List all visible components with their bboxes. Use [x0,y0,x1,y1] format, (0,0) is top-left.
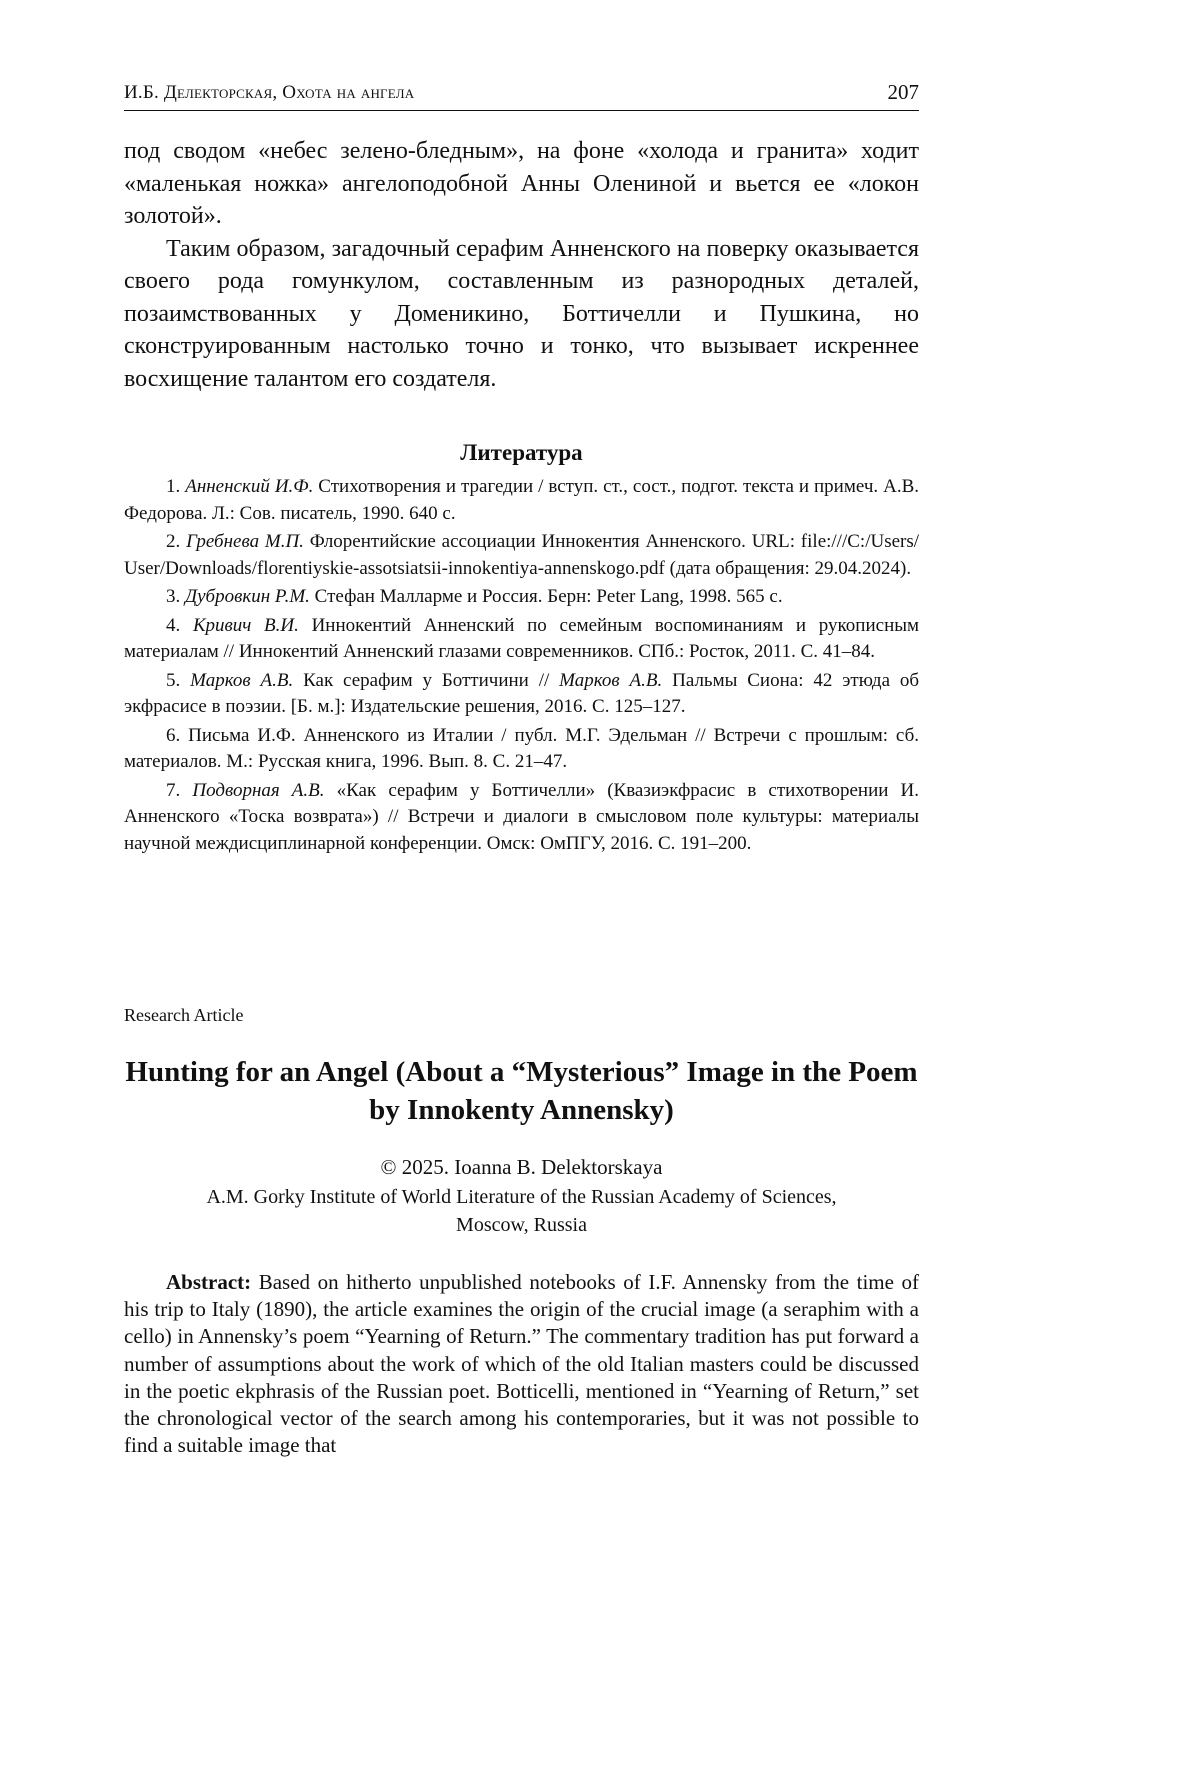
reference-item [124,723,919,776]
reference-author: Анненский И.Ф. [185,476,314,497]
reference-text: «Как серафим у Боттичелли» (Квазиэкфрасис в стихотворении И. Анненского «Тоска возврата») // Встречи и диалоги в смысловом поле культуры: материалы научной междисциплинарной конференции. Омск: ОмПГУ, 2016. С. 191–200. [124,779,919,854]
article-body [124,135,919,395]
abstract-label: Abstract: [166,1270,252,1294]
english-abstract [124,1269,919,1459]
reference-number: 3. [166,586,181,607]
reference-item [124,613,919,666]
reference-author: Подворная А.В. [192,779,325,801]
reference-number: 6. [166,724,181,746]
reference-number: 5. [166,669,181,691]
abstract-text: Based on hitherto unpublished notebooks of I.F. Annensky from the time of his trip to Italy (1890), the article examines the origin of the crucial image (a seraphim with a cello) in Annensky’s poem “Yearning of Return.” The commentary tradition has put forward a number of assumptions about the work of which of the old Italian masters could be discussed in the poetic ekphrasis of the Russian poet. Botticelli, mentioned in “Yearning of Return,” set the chronological vector of the search among his contemporaries, but it was not possible to find a suitable image that [124,1270,920,1458]
reference-number: 2. [166,531,181,552]
reference-author: Кривич В.И. [192,614,299,636]
reference-author: Марков А.В. [559,669,663,691]
reference-item [124,668,919,721]
reference-text: Как серафим у Боттичини // [303,669,550,691]
reference-number: 4. [166,614,181,636]
reference-item [124,529,919,582]
body-paragraph: под сводом «небес зелено-бледным», на фоне «холода и гранита» ходит «маленькая ножка» ангелоподобной Анны Олениной и вьется ее «локон золотой». [124,138,919,229]
references-heading: Литература [460,440,583,465]
references-list [124,474,919,859]
reference-text: Стефан Малларме и Россия. Берн: Peter Lang, 1998. 565 с. [314,586,783,607]
reference-number: 7. [166,779,181,801]
affiliation-line: A.M. Gorky Institute of World Literature of the Russian Academy of Sciences, [206,1186,837,1208]
english-affiliation [124,1183,919,1239]
article-type-label: Research Article [124,1005,244,1025]
affiliation-line: Moscow, Russia [456,1214,587,1236]
english-title: Hunting for an Angel (About a “Mysterious” Image in the Poem by Innokenty Annensky) [125,1056,918,1126]
reference-author: Дубровкин Р.М. [185,586,310,607]
reference-item [124,778,919,858]
reference-item [124,474,919,527]
reference-number: 1. [166,476,181,497]
reference-text: Стихотворения и трагедии / вступ. ст., сост., подгот. текста и примеч. А.В. Федорова. Л.: Сов. писатель, 1990. 640 с. [124,476,919,524]
body-paragraph: Таким образом, загадочный серафим Анненского на поверку оказывается своего рода гомункулом, составленным из разнородных деталей, позаимствованных у Доменикино, Боттичелли и Пушкина, но сконструированным настолько точно и тонко, что вызывает искреннее восхищение талантом его создателя. [124,235,919,392]
reference-author: Марков А.В. [190,669,294,691]
page-number: 207 [887,80,919,104]
english-author: © 2025. Ioanna B. Delektorskaya [380,1155,663,1179]
reference-text: Флорентийские ассоциации Иннокентия Анненского. URL: file:///C:/Users/User/Downloads/florentiyskie-assotsiatsii-innokentiya-annenskogo.pdf (дата обращения: 29.04.2024). [124,531,920,579]
running-header [124,80,919,111]
reference-text: Письма И.Ф. Анненского из Италии / публ. М.Г. Эдельман // Встречи с прошлым: сб. материалов. М.: Русская книга, 1996. Вып. 8. С. 21–47. [124,724,920,772]
reference-text: Пальмы Сиона: 42 этюда об экфрасисе в поэзии. [Б. м.]: Издательские решения, 2016. С. 125–127. [124,669,920,717]
running-header-title: И.Б. Делекторская, Охота на ангела [124,82,415,103]
reference-text: Иннокентий Анненский по семейным воспоминаниям и рукописным материалам // Иннокентий Анненский глазами современников. СПб.: Росток, 2011. С. 41–84. [124,614,920,662]
reference-author: Гребнева М.П. [186,531,304,552]
reference-item [124,584,919,611]
